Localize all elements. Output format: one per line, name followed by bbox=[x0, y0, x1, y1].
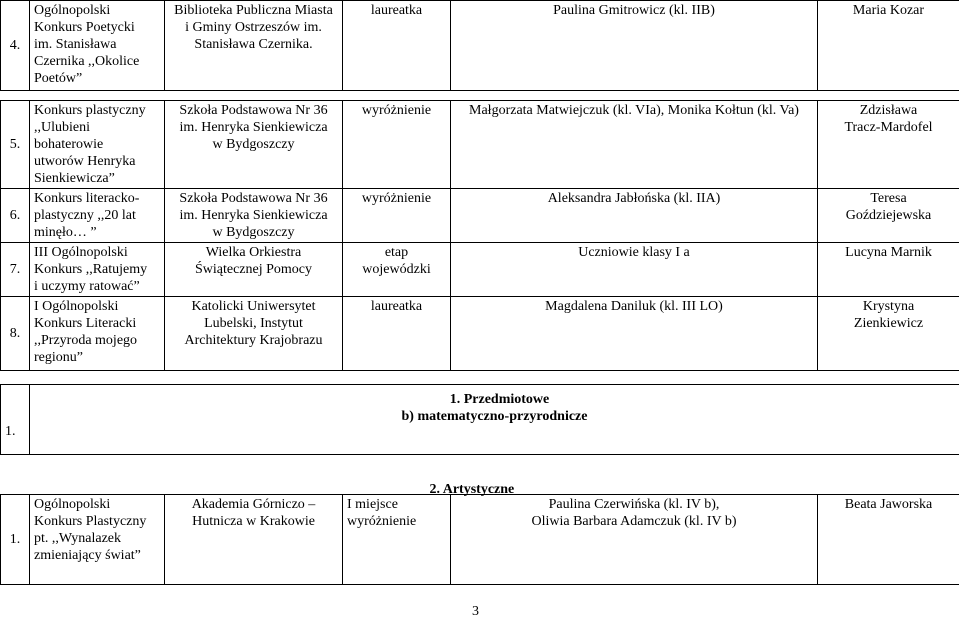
table-row bbox=[1, 101, 959, 189]
page-number: 3 bbox=[472, 604, 479, 619]
contest-name: Konkurs plastyczny ,,Ulubieni bohaterowie utworów Henryka Sienkiewicza” bbox=[30, 101, 165, 189]
table-row bbox=[1, 189, 959, 243]
section-b-table bbox=[0, 384, 959, 455]
row-number: 5. bbox=[1, 101, 30, 189]
organizer: Szkoła Podstawowa Nr 36 im. Henryka Sienkiewicza w Bydgoszczy bbox=[165, 189, 343, 243]
students: Aleksandra Jabłońska (kl. IIA) bbox=[451, 189, 818, 243]
contest-name: Ogólnopolski Konkurs Plastyczny pt. ,,Wynalazek zmieniający świat” bbox=[30, 494, 165, 584]
table-row bbox=[1, 494, 959, 584]
teacher: Maria Kozar bbox=[818, 1, 959, 91]
organizer: Akademia Górniczo – Hutnicza w Krakowie bbox=[165, 494, 343, 584]
table-row bbox=[1, 297, 959, 371]
result: etap wojewódzki bbox=[343, 243, 451, 297]
students: Paulina Gmitrowicz (kl. IIB) bbox=[451, 1, 818, 91]
section-heading: 2. Artystyczne bbox=[429, 481, 515, 497]
result: wyróżnienie bbox=[343, 101, 451, 189]
result: laureatka bbox=[343, 1, 451, 91]
teacher: Lucyna Marnik bbox=[818, 243, 959, 297]
contest-name: Ogólnopolski Konkurs Poetycki im. Stanisława Czernika ,,Okolice Poetów” bbox=[30, 1, 165, 91]
organizer: Szkoła Podstawowa Nr 36 im. Henryka Sienkiewicza w Bydgoszczy bbox=[165, 101, 343, 189]
results-table-main bbox=[0, 100, 959, 371]
teacher: Krystyna Zienkiewicz bbox=[818, 297, 959, 371]
contest-name: III Ogólnopolski Konkurs ,,Ratujemy i uczymy ratować” bbox=[30, 243, 165, 297]
section-heading: 1. Przedmiotowe b) matematyczno-przyrodnicze bbox=[30, 385, 959, 455]
results-table-top bbox=[0, 0, 959, 91]
teacher: Zdzisława Tracz-Mardofel bbox=[818, 101, 959, 189]
table-row bbox=[1, 1, 959, 91]
students: Małgorzata Matwiejczuk (kl. VIa), Monika Kołtun (kl. Va) bbox=[451, 101, 818, 189]
table-row bbox=[1, 243, 959, 297]
arts-table bbox=[0, 470, 959, 585]
result: I miejsce wyróżnienie bbox=[343, 494, 451, 584]
students: Magdalena Daniluk (kl. III LO) bbox=[451, 297, 818, 371]
section-heading-row bbox=[1, 385, 959, 455]
result: laureatka bbox=[343, 297, 451, 371]
organizer: Biblioteka Publiczna Miasta i Gminy Ostrzeszów im. Stanisława Czernika. bbox=[165, 1, 343, 91]
students: Uczniowie klasy I a bbox=[451, 243, 818, 297]
organizer: Katolicki Uniwersytet Lubelski, Instytut Architektury Krajobrazu bbox=[165, 297, 343, 371]
row-number: 8. bbox=[1, 297, 30, 371]
contest-name: Konkurs literacko- plastyczny ,,20 lat minęło… ” bbox=[30, 189, 165, 243]
row-number: 6. bbox=[1, 189, 30, 243]
row-number: 7. bbox=[1, 243, 30, 297]
row-number: 1. bbox=[1, 494, 30, 584]
row-number: 4. bbox=[1, 1, 30, 91]
section-heading-row bbox=[1, 470, 959, 494]
students: Paulina Czerwińska (kl. IV b), Oliwia Barbara Adamczuk (kl. IV b) bbox=[451, 494, 818, 584]
row-number: 1. bbox=[1, 385, 30, 455]
teacher: Beata Jaworska bbox=[818, 494, 959, 584]
teacher: Teresa Goździejewska bbox=[818, 189, 959, 243]
organizer: Wielka Orkiestra Świątecznej Pomocy bbox=[165, 243, 343, 297]
contest-name: I Ogólnopolski Konkurs Literacki ,,Przyroda mojego regionu” bbox=[30, 297, 165, 371]
result: wyróżnienie bbox=[343, 189, 451, 243]
